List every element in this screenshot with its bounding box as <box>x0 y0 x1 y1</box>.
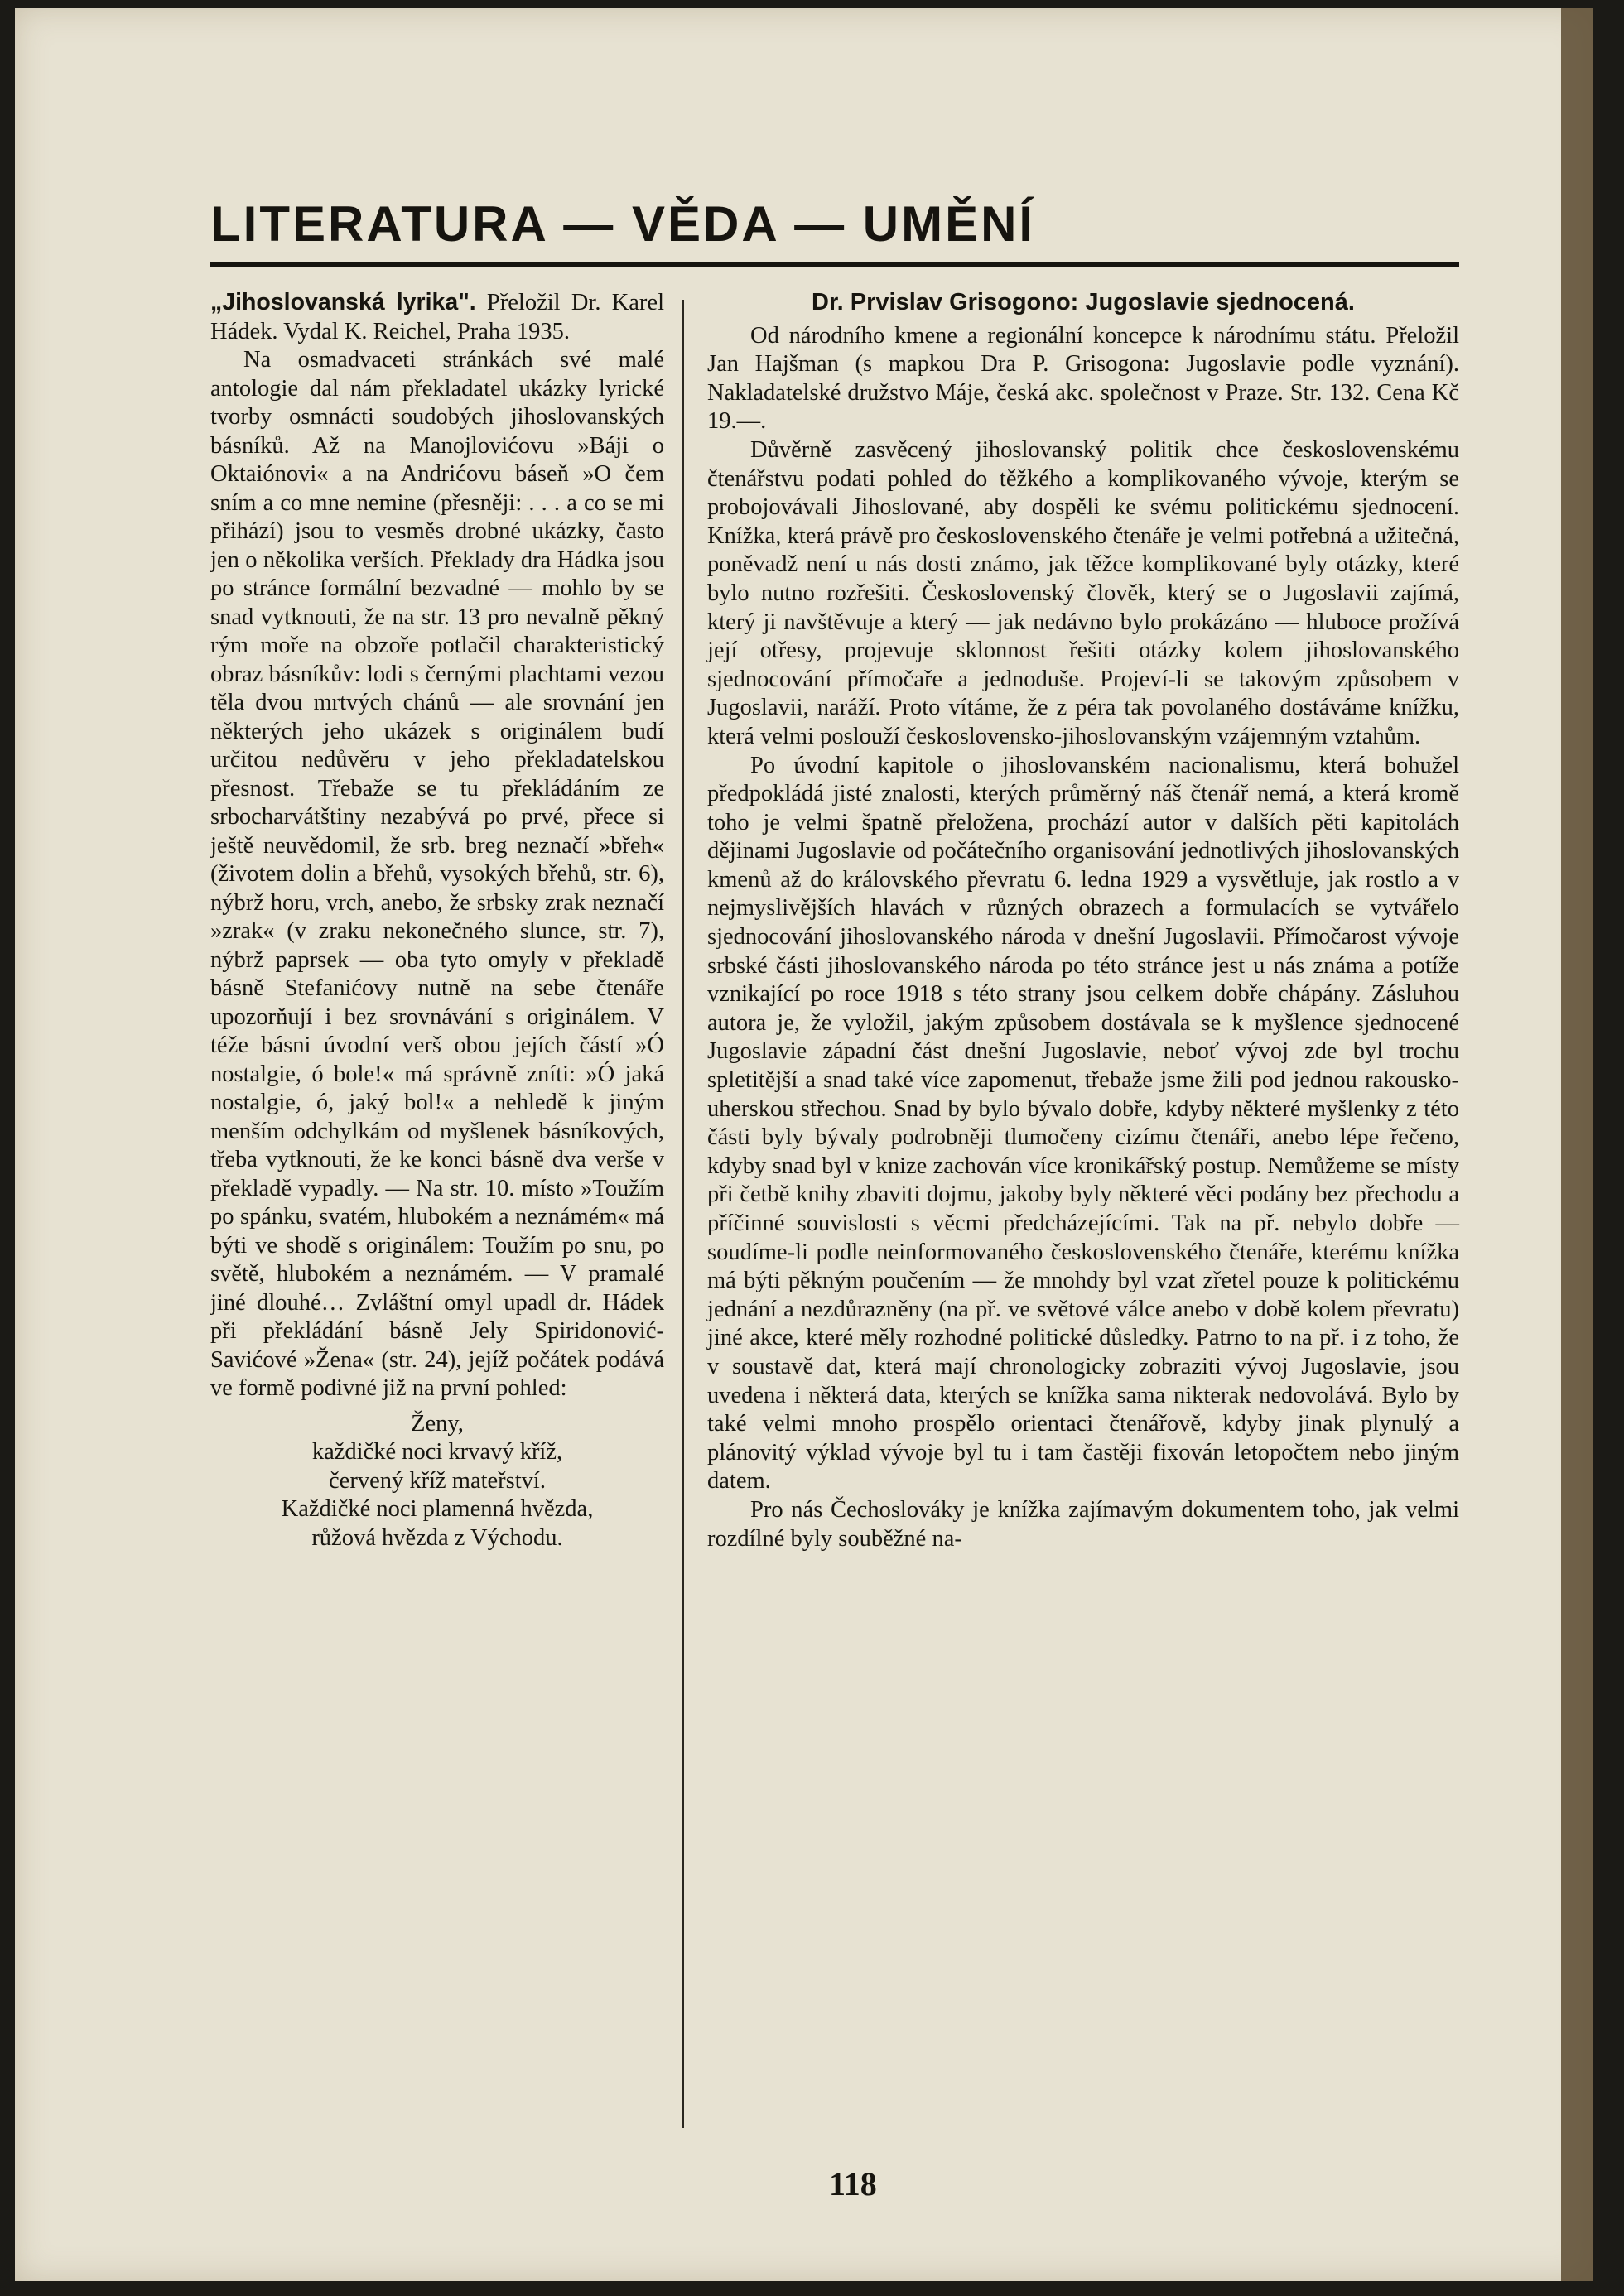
right-column <box>707 288 1459 1553</box>
section-heading: LITERATURA — VĚDA — UMĚNÍ <box>210 196 1036 252</box>
left-book-header <box>210 288 664 346</box>
article-title: Dr. Prvislav Grisogono: Jugoslavie sjednocená. <box>812 289 1355 315</box>
article-paragraph: Důvěrně zasvěcený jihoslovanský politik chce československému čtenářstvu podati pohled do těžkého a komplikovaného vývoje, kterým se probojovávali Jihoslované, aby dospěli ke svému politickému sjednocení. Knížka, která právě pro československého čtenáře je velmi potřebná a užitečná, poněvadž není u nás dosti známo, jak těžce komplikované byly otázky, které bylo nutno rozřešiti. Československý člověk, který se o Jugoslavii zajímá, který ji navštěvuje a který — jak nedávno bylo prokázáno — hluboce prožívá její otřesy, projevuje sklonnost řešiti otázky kolem jihoslovanského sjednocování přímočaře a jednoduše. Projeví-li se takovým způsobem v Jugoslavii, naráží. Proto vítáme, že z péra tak povolaného dostáváme knížku, která velmi poslouží československo-jihoslovanským vzájemným vztahům. <box>707 436 1459 749</box>
poem-excerpt <box>210 1410 664 1553</box>
article-paragraph: Po úvodní kapitole o jihoslovanském nacionalismu, která bohužel předpokládá jisté znalosti, kterých průměrný náš čtenář nemá, a která kromě toho je velmi špatně přeložena, prochází autor v dalších pěti kapitolách dějinami Jugoslavie od počátečního organisování jednotlivých jihoslovanských kmenů až do královského převratu 6. ledna 1929 a vysvětluje, jak rostlo a v nejmyslivějších hlavách v různých obrazech a formulacích se vytvářelo sjednocování jihoslovanského národa v dnešní Jugoslavii. Přímočarost vývoje srbské části jihoslovanského národa po této stránce jest u nás známa a potíže vznikající po roce 1918 s této strany jsou celkem dobře chápány. Zásluhou autora je, že vyložil, jakým způsobem dostávala se k myšlence sjednocené Jugoslavie západní část dnešní Jugoslavie, neboť vývoj zde byl trochu spletitější a snad také více zapomenut, třebaže jsme žili pod jednou rakousko-uherskou střechou. Snad by bylo bývalo dobře, kdyby některé myšlenky z této části byly bývaly podrobněji tlumočeny cizímu čtenáři, anebo lépe řečeno, kdyby snad byl v knize zachován více kronikářský postup. Nemůžeme se místy při četbě knihy zbaviti dojmu, jakoby byly některé věci podány bez přechodu a příčinné souvislosti s věcmi předcházejícími. Tak na př. nebylo dobře — soudíme-li podle neinformovaného československého čtenáře, kterému knížka má býti pěkným poučením — že mnohdy byl vzat zřetel pouze k politickému jednání a nezdůrazněny (na př. ve světové válce anebo v době kolem převratu) jiné akce, které měly rozhodné politické důsledky. Patrno to na př. i z toho, že v soustavě dat, která mají chronologicky zobraziti vývoj Jugoslavie, jsou uvedena i některá data, kterých se knížka sama nikterak nedovolává. Bylo by také velmi mnoho prospělo orientaci čtenářově, kdyby jinak plynulý a plánovitý výklad vývoje byl tu i tam častěji fixován letopočtem nebo jiným datem. <box>707 752 1459 1495</box>
left-column <box>210 288 664 1552</box>
poem-line: růžová hvězda z Východu. <box>311 1524 563 1551</box>
article-paragraph: Od národního kmene a regionální koncepce k národnímu státu. Přeložil Jan Hajšman (s mapkou Dra P. Grisogona: Jugoslavie podle vyznání). Nakladatelské družstvo Máje, česká akc. společnost v Praze. Str. 132. Cena Kč 19.—. <box>707 322 1459 435</box>
poem-line: červený kříž mateřství. <box>329 1467 546 1494</box>
article-paragraph: Pro nás Čechoslováky je knížka zajímavým dokumentem toho, jak velmi rozdílné byly souběžné na- <box>707 1496 1459 1552</box>
book-title: „Jihoslovanská lyrika". <box>210 289 476 315</box>
book-gutter <box>1561 8 1593 2281</box>
poem-line: Každičké noci plamenná hvězda, <box>281 1496 594 1522</box>
book-info: Přeložil Dr. Karel Hádek. Vydal K. Reichel, Praha 1935. <box>210 290 664 344</box>
poem-line: Ženy, <box>411 1410 464 1437</box>
page-number: 118 <box>829 2165 877 2202</box>
book-review-text: Na osmadvaceti stránkách své malé antologie dal nám překladatel ukázky lyrické tvorby osmnácti soudobých jihoslovanských básníků. Až na Manojlovićovu »Báji o Oktaiónovi« a na Andrićovu báseň »O čem sním a co mne nemine (přesněji: . . . a co se mi přihází) jsou to vesměs drobné ukázky, často jen o několika verších. Překlady dra Hádka jsou po stránce formální bezvadné — mohlo by se snad vytknouti, že na str. 13 pro nevalně pěkný rým moře na obzoře potlačil charakteristický obraz básníkův: lodi s černými plachtami vezou těla dvou mrtvých chánů — ale srovnání jen některých jeho ukázek s originálem budí určitou nedůvěru v jeho překladatelskou přesnost. Třebaže se tu překládáním ze srbocharvátštiny nezabývá po prvé, přece si ještě neuvědomil, že srb. breg neznačí »břeh« (životem dolin a břehů, vysokých břehů, str. 6), nýbrž horu, vrch, anebo, že srbsky zrak neznačí »zrak« (v zraku nekonečného slunce, str. 7), nýbrž paprsek — oba tyto omyly v překladě básně Stefanićovy nutně na sebe čtenáře upozorňují i bez srovnávání s originálem. V téže básni úvodní verš obou jejích částí »Ó nostalgie, ó bole!« má správně zníti: »Ó jaká nostalgie, ó, jaký bol!« a nehledě k jiným menším odchylkám od myšlenek básníkových, třeba vytknouti, že ke konci básně dva verše v překladě vypadly. — Na str. 10. místo »Toužím po spánku, svatém, hlubokém a neznámém« má býti ve shodě s originálem: Toužím po snu, po světě, hlubokém a neznámém. — V pramalé jiné dlouhé… Zvláštní omyl upadl dr. Hádek při překládání básně Jely Spiridonović-Savićové »Žena« (str. 24), jejíž počátek podává ve formě podivné již na první pohled: <box>210 347 664 1401</box>
poem-line: každičké noci krvavý kříž, <box>311 1439 563 1465</box>
page <box>15 8 1593 2281</box>
heading-rule <box>210 262 1459 267</box>
column-divider <box>682 300 684 2128</box>
